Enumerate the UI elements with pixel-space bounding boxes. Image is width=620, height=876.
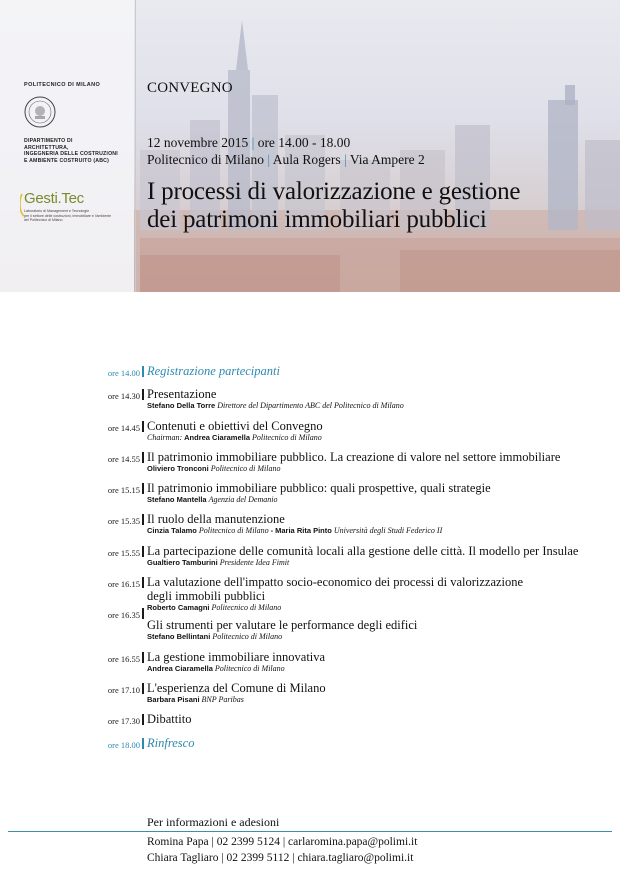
program-speaker bbox=[147, 632, 282, 642]
program-title: Rinfresco bbox=[147, 736, 195, 750]
program-speaker bbox=[147, 526, 442, 536]
time-divider bbox=[142, 483, 144, 494]
speaker-affiliation: Politecnico di Milano bbox=[210, 464, 281, 473]
lab-description: Laboratorio di Management e Tecnologie per il settore delle costruzioni, immobiliare e l'ambiente del Politecnico di Milano bbox=[24, 209, 112, 222]
separator: | bbox=[211, 836, 214, 848]
program-time: ore 14.00 bbox=[107, 368, 140, 378]
program-time: ore 15.35 bbox=[107, 516, 140, 526]
program-speaker bbox=[147, 495, 277, 505]
program-title: La gestione immobiliare innovativa bbox=[147, 650, 326, 664]
program-time: ore 14.45 bbox=[107, 423, 140, 433]
program-title: Il patrimonio immobiliare pubblico. La creazione di valore nel settore immobiliare bbox=[147, 450, 561, 464]
contact-name: Romina Papa bbox=[147, 836, 209, 848]
event-venue: Politecnico di Milano bbox=[147, 152, 264, 167]
program-title: Il ruolo della manutenzione bbox=[147, 512, 285, 526]
speaker-separator: - bbox=[270, 526, 274, 535]
speaker-affiliation: Politecnico di Milano bbox=[214, 664, 285, 673]
department-name: DIPARTIMENTO DI ARCHITETTURA, INGEGNERIA DELLE COSTRUZIONI E AMBIENTE COSTRUITO (ABC) bbox=[24, 138, 118, 164]
speaker-name: Maria Rita Pinto bbox=[275, 526, 332, 535]
speaker-name: Stefano Bellintani bbox=[147, 632, 211, 641]
program-time: ore 15.55 bbox=[107, 548, 140, 558]
program-title: Il patrimonio immobiliare pubblico: quali prospettive, quali strategie bbox=[147, 481, 491, 495]
separator: | bbox=[221, 852, 224, 864]
time-divider bbox=[142, 608, 144, 619]
speaker-affiliation: Presidente Idea Fimit bbox=[219, 558, 290, 567]
time-divider bbox=[142, 738, 144, 749]
time-divider bbox=[142, 366, 144, 377]
program-speaker bbox=[147, 433, 322, 443]
program-speaker bbox=[147, 695, 244, 705]
speaker-name: Stefano Della Torre bbox=[147, 401, 216, 410]
contact-line bbox=[147, 852, 413, 864]
program-time: ore 17.30 bbox=[107, 716, 140, 726]
speaker-name: Roberto Camagni bbox=[147, 603, 210, 612]
time-divider bbox=[142, 714, 144, 725]
contact-line bbox=[147, 836, 417, 848]
event-type: CONVEGNO bbox=[147, 80, 233, 96]
contact-name: Chiara Tagliaro bbox=[147, 852, 219, 864]
time-divider bbox=[142, 546, 144, 557]
contact-phone: 02 2399 5124 bbox=[216, 836, 280, 848]
program-speaker bbox=[147, 603, 281, 613]
program-time: ore 18.00 bbox=[107, 740, 140, 750]
speaker-name: Andrea Ciaramella bbox=[147, 664, 213, 673]
contact-phone: 02 2399 5112 bbox=[226, 852, 290, 864]
program-time: ore 14.30 bbox=[107, 391, 140, 401]
speaker-name: Andrea Ciaramella bbox=[184, 433, 250, 442]
time-divider bbox=[142, 421, 144, 432]
speaker-name: Oliviero Tronconi bbox=[147, 464, 209, 473]
speaker-affiliation: Politecnico di Milano bbox=[252, 433, 322, 442]
event-date: 12 novembre 2015 bbox=[147, 135, 249, 150]
program-title: La valutazione dell'impatto socio-economico dei processi di valorizzazione bbox=[147, 575, 524, 589]
separator: | bbox=[267, 152, 271, 167]
header-banner bbox=[0, 0, 620, 292]
separator: | bbox=[343, 152, 347, 167]
program-title: Gli strumenti per valutare le performance degli edifici bbox=[147, 618, 418, 632]
time-divider bbox=[142, 389, 144, 400]
program-speaker bbox=[147, 664, 285, 674]
program-speaker bbox=[147, 558, 289, 568]
speaker-name: Gualtiero Tamburini bbox=[147, 558, 218, 567]
program-time: ore 14.55 bbox=[107, 454, 140, 464]
program-speaker bbox=[147, 464, 280, 474]
speaker-affiliation: Università degli Studi Federico II bbox=[333, 526, 443, 535]
time-divider bbox=[142, 514, 144, 525]
university-seal-icon bbox=[24, 96, 56, 128]
event-hours: ore 14.00 - 18.00 bbox=[257, 135, 351, 150]
program-title: Dibattito bbox=[147, 712, 192, 726]
time-divider bbox=[142, 683, 144, 694]
separator: | bbox=[251, 135, 255, 150]
divider bbox=[135, 0, 136, 292]
time-divider bbox=[142, 652, 144, 663]
contact-email-link[interactable]: carlaromina.papa@polimi.it bbox=[288, 836, 418, 848]
program-title: Presentazione bbox=[147, 387, 217, 401]
date-line bbox=[147, 135, 350, 151]
program-time: ore 16.55 bbox=[107, 654, 140, 664]
program-time: ore 15.15 bbox=[107, 485, 140, 495]
program-time: ore 17.10 bbox=[107, 685, 140, 695]
program-title: Registrazione partecipanti bbox=[147, 364, 280, 378]
university-name: POLITECNICO DI MILANO bbox=[24, 82, 101, 88]
program-title-continued: degli immobili pubblici bbox=[147, 589, 266, 603]
footer-rule bbox=[8, 831, 612, 832]
program-title: L'esperienza del Comune di Milano bbox=[147, 681, 326, 695]
speaker-name: Stefano Mantella bbox=[147, 495, 207, 504]
program-time: ore 16.35 bbox=[107, 610, 140, 620]
time-divider bbox=[142, 577, 144, 588]
time-divider bbox=[142, 452, 144, 463]
speaker-affiliation: Politecnico di Milano bbox=[212, 632, 283, 641]
separator: | bbox=[282, 836, 286, 848]
speaker-name: Cinzia Talamo bbox=[147, 526, 197, 535]
speaker-affiliation: Direttore del Dipartimento ABC del Politecnico di Milano bbox=[217, 401, 404, 410]
event-title-line-1: I processi di valorizzazione e gestione bbox=[147, 178, 521, 205]
program-title: Contenuti e obiettivi del Convegno bbox=[147, 419, 323, 433]
program-time: ore 16.15 bbox=[107, 579, 140, 589]
separator: | bbox=[292, 852, 295, 864]
speaker-affiliation: Agenzia del Demanio bbox=[208, 495, 278, 504]
speaker-name: Barbara Pisani bbox=[147, 695, 200, 704]
speaker-role: Chairman: bbox=[147, 433, 183, 442]
event-address: Via Ampere 2 bbox=[349, 152, 425, 167]
event-room: Aula Rogers bbox=[272, 152, 341, 167]
contact-email-link[interactable]: chiara.tagliaro@polimi.it bbox=[297, 852, 414, 864]
speaker-affiliation: Politecnico di Milano bbox=[198, 526, 269, 535]
speaker-affiliation: Politecnico di Milano bbox=[211, 603, 282, 612]
lab-logo: Gesti.Tec bbox=[24, 190, 84, 207]
program-speaker bbox=[147, 401, 404, 411]
program-title: La partecipazione delle comunità locali alla gestione delle città. Il modello per Insulae bbox=[147, 544, 579, 558]
contact-heading: Per informazioni e adesioni bbox=[147, 815, 280, 829]
event-title-line-2: dei patrimoni immobiliari pubblici bbox=[147, 206, 487, 233]
venue-line bbox=[147, 152, 425, 168]
speaker-affiliation: BNP Paribas bbox=[201, 695, 244, 704]
